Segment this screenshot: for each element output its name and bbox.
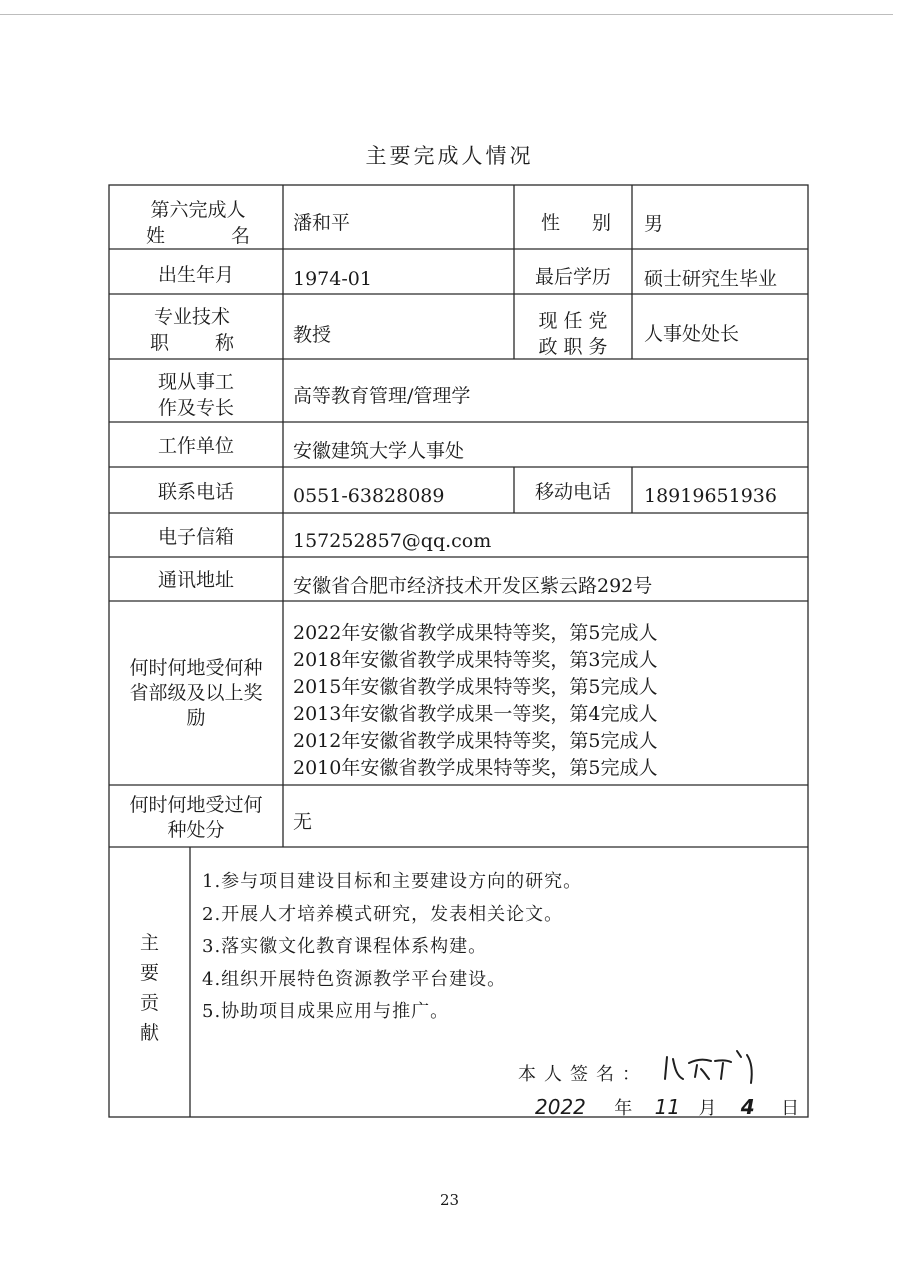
award-item: 2012年安徽省教学成果特等奖，第5完成人	[293, 730, 658, 752]
gender-label	[541, 210, 611, 236]
gender-value: 男	[644, 213, 664, 235]
award-item: 2018年安徽省教学成果特等奖，第3完成人	[293, 649, 658, 671]
contributions-label-char: 献	[139, 1022, 159, 1044]
education-value: 硕士研究生毕业	[644, 268, 778, 290]
gender-label-char: 性	[541, 212, 561, 234]
date-year: 2022	[535, 1095, 586, 1119]
date-month: 11	[654, 1095, 681, 1119]
punishment-label	[109, 793, 283, 843]
birth-label: 出生年月	[157, 264, 234, 286]
punishment-label-line: 种处分	[167, 819, 225, 841]
field-value: 高等教育管理/管理学	[293, 385, 471, 407]
name-label-bottom	[146, 223, 250, 249]
page-number: 23	[439, 1191, 460, 1209]
handwritten-signature	[655, 1043, 767, 1087]
award-item: 2013年安徽省教学成果一等奖，第4完成人	[293, 703, 658, 725]
post-value: 人事处处长	[644, 323, 740, 345]
name-label-top: 第六完成人	[150, 199, 246, 221]
field-label	[109, 369, 283, 421]
contributions-label	[109, 928, 190, 1048]
page-top-border	[0, 14, 893, 15]
workplace-value: 安徽建筑大学人事处	[293, 440, 465, 462]
signature-label: 本人签名：	[518, 1064, 648, 1085]
contributions-list	[202, 866, 582, 1029]
address-label: 通讯地址	[157, 569, 234, 591]
contribution-item: 5.协助项目成果应用与推广。	[202, 1001, 450, 1022]
field-label-top: 现从事工	[157, 371, 234, 393]
contribution-item: 2.开展人才培养模式研究，发表相关论文。	[202, 903, 564, 925]
punishment-label-line: 何时何地受过何	[129, 794, 263, 816]
title-label-char: 职	[150, 332, 170, 354]
post-label-bottom: 政 职 务	[538, 336, 608, 358]
awards-label-line: 省部级及以上奖	[129, 682, 263, 704]
awards-list	[283, 620, 657, 782]
workplace-label: 工作单位	[157, 435, 234, 457]
email-value: 157252857@qq.com	[293, 530, 492, 552]
contribution-item: 1.参与项目建设目标和主要建设方向的研究。	[202, 871, 583, 892]
contributions-label-char: 贡	[139, 992, 159, 1014]
date-day: 4	[740, 1095, 755, 1119]
address-value: 安徽省合肥市经济技术开发区紫云路292号	[293, 575, 653, 597]
punishment-value: 无	[293, 811, 313, 833]
title-value: 教授	[293, 324, 332, 346]
title-label-char: 称	[214, 332, 234, 354]
mobile-label: 移动电话	[534, 481, 611, 503]
award-item: 2010年安徽省教学成果特等奖，第5完成人	[293, 757, 658, 779]
email-label: 电子信箱	[157, 526, 234, 548]
post-label	[514, 308, 632, 360]
award-item: 2015年安徽省教学成果特等奖，第5完成人	[293, 676, 658, 698]
name-value: 潘和平	[293, 212, 351, 234]
post-label-top: 现 任 党	[538, 310, 608, 332]
contribution-item: 4.组织开展特色资源教学平台建设。	[202, 968, 507, 990]
name-label	[146, 197, 250, 249]
year-char: 年	[614, 1098, 633, 1119]
field-label-bottom: 作及专长	[157, 397, 234, 419]
birth-value: 1974-01	[293, 268, 372, 290]
signature-date	[535, 1094, 799, 1120]
mobile-value: 18919651936	[644, 485, 777, 507]
title-label-bottom	[150, 330, 234, 356]
contribution-item: 3.落实徽文化教育课程体系构建。	[202, 936, 488, 957]
awards-label-line: 何时何地受何种	[129, 657, 263, 679]
title-label-top: 专业技术	[153, 306, 230, 328]
education-label: 最后学历	[534, 266, 611, 288]
gender-label-char: 别	[591, 212, 611, 234]
page-title: 主要完成人情况	[365, 144, 534, 168]
awards-label	[109, 656, 283, 731]
name-label-char: 名	[230, 225, 250, 247]
contributions-label-char: 主	[139, 932, 159, 954]
phone-label: 联系电话	[157, 481, 234, 503]
phone-value: 0551-63828089	[293, 485, 445, 507]
name-label-char: 姓	[146, 225, 166, 247]
awards-label-line: 励	[186, 707, 206, 729]
award-item: 2022年安徽省教学成果特等奖，第5完成人	[293, 622, 658, 644]
day-char: 日	[781, 1098, 800, 1119]
contributions-label-char: 要	[139, 962, 159, 984]
month-char: 月	[698, 1098, 717, 1119]
title-label	[150, 304, 234, 356]
